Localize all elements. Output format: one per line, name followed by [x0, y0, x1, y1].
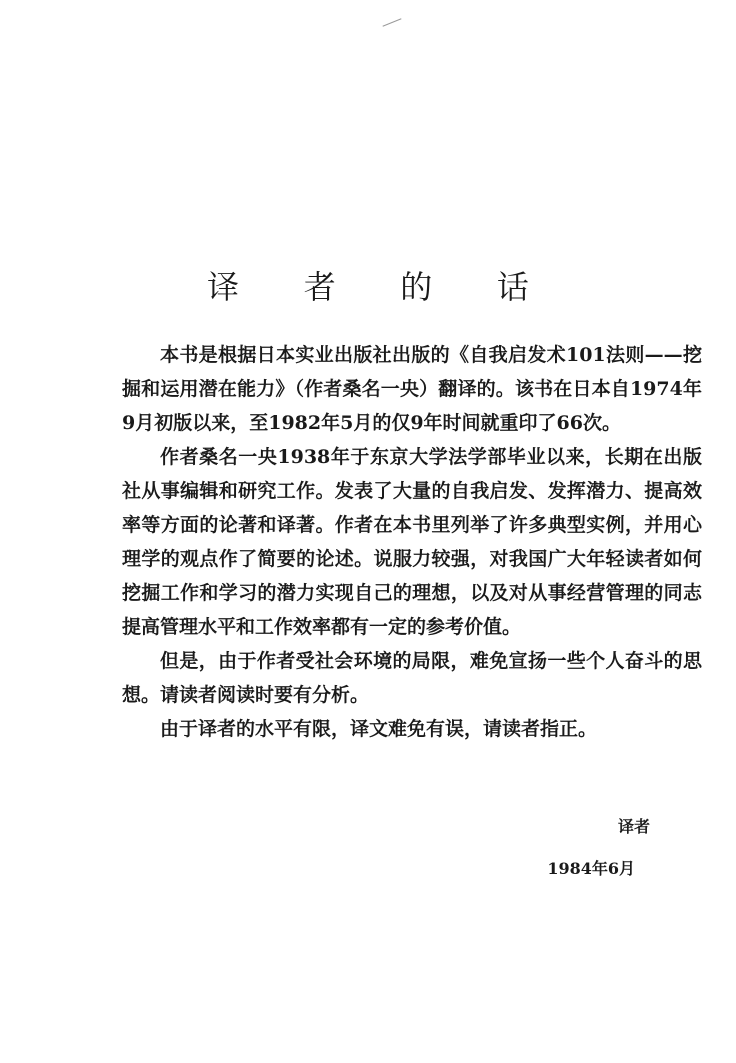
paragraph: 由于译者的水平有限，译文难免有误，请读者指正。 [160, 718, 598, 740]
paragraph: 本书是根据日本实业出版社出版的《自我启发术101法则——挖掘和运用潜在能力》（作者桑名一央）翻译的。该书在日本自1974年9月初版以来，至1982年5月的仅9年时间就重印了66次。 [122, 344, 702, 434]
scan-mark [383, 18, 402, 26]
page-title: 译 者 的 话 [207, 268, 557, 306]
translator-signature: 译者 [617, 817, 650, 836]
paragraph: 作者桑名一央1938年于东京大学法学部毕业以来，长期在出版社从事编辑和研究工作。发表了大量的自我启发、发挥潜力、提高效率等方面的论著和译著。作者在本书里列举了许多典型实例，并用心理学的观点作了简要的论述。说服力较强，对我国广大年轻读者如何挖掘工作和学习的潜力实现自己的理想，以及对从事经营管理的同志提高管理水平和工作效率都有一定的参考价值。 [122, 446, 702, 638]
body-text [122, 338, 702, 746]
paragraph: 但是，由于作者受社会环境的局限，难免宣扬一些个人奋斗的思想。请读者阅读时要有分析。 [122, 650, 702, 706]
date-line: 1984年6月 [547, 859, 635, 878]
